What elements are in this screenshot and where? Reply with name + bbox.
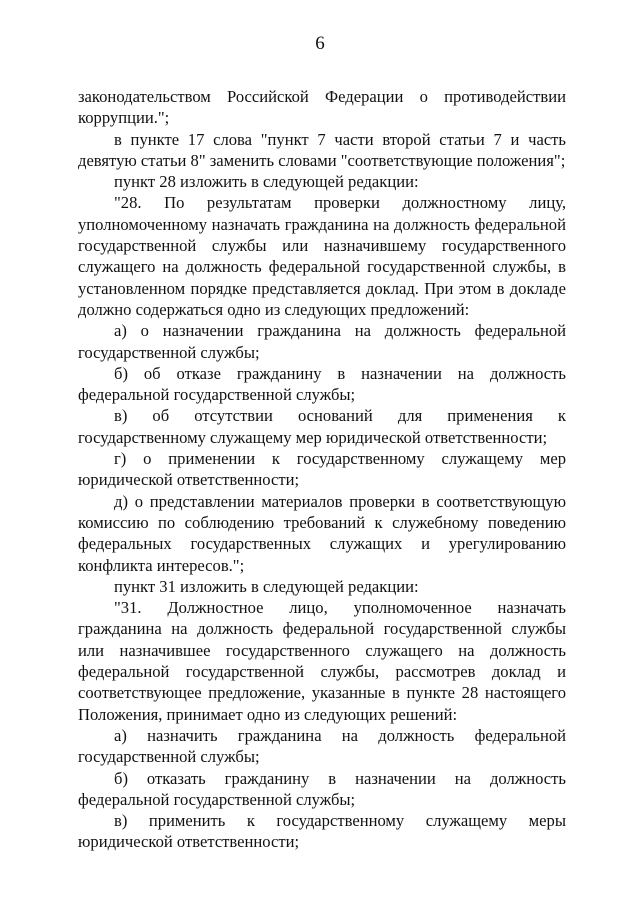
- paragraph: а) назначить гражданина на должность федеральной государственной службы;: [78, 725, 566, 767]
- paragraph: в пункте 17 слова "пункт 7 части второй статьи 7 и часть девятую статьи 8" заменить словами "соответствующие положения";: [78, 129, 566, 170]
- page-number: 6: [315, 33, 325, 54]
- paragraph: "28. По результатам проверки должностному лицу, уполномоченному назначать гражданина на должность федеральной государственной службы или назначившему государственного служащего на должность федеральной государственной службы, в установленном порядке представляется доклад. При этом в докладе должно содержаться одно из следующих предложений:: [78, 193, 566, 319]
- paragraph: в) применить к государственному служащему меры юридической ответственности;: [78, 811, 566, 852]
- paragraph: б) об отказе гражданину в назначении на должность федеральной государственной службы;: [78, 363, 566, 405]
- paragraph: пункт 31 изложить в следующей редакции:: [114, 576, 419, 596]
- paragraph: г) о применении к государственному служащему мер юридической ответственности;: [78, 449, 566, 490]
- paragraph: б) отказать гражданину в назначении на должность федеральной государственной службы;: [78, 768, 566, 809]
- document-body: [78, 86, 566, 853]
- paragraph: а) о назначении гражданина на должность федеральной государственной службы;: [78, 321, 566, 362]
- paragraph: в) об отсутствии оснований для применения к государственному служащему мер юридической ответственности;: [78, 406, 566, 447]
- paragraph: "31. Должностное лицо, уполномоченное назначать гражданина на должность федеральной государственной службы или назначившее государственного служащего на должность федеральной государственной службы, рассмотрев доклад и соответствующее предложение, указанные в пункте 28 настоящего Положения, принимает одно из следующих решений:: [78, 598, 566, 724]
- paragraph: пункт 28 изложить в следующей редакции:: [114, 172, 419, 192]
- paragraph: законодательством Российской Федерации о противодействии коррупции.";: [78, 87, 566, 128]
- paragraph: д) о представлении материалов проверки в соответствующую комиссию по соблюдению требований к служебному поведению федеральных государственных служащих и урегулированию конфликта интересов.";: [78, 491, 566, 575]
